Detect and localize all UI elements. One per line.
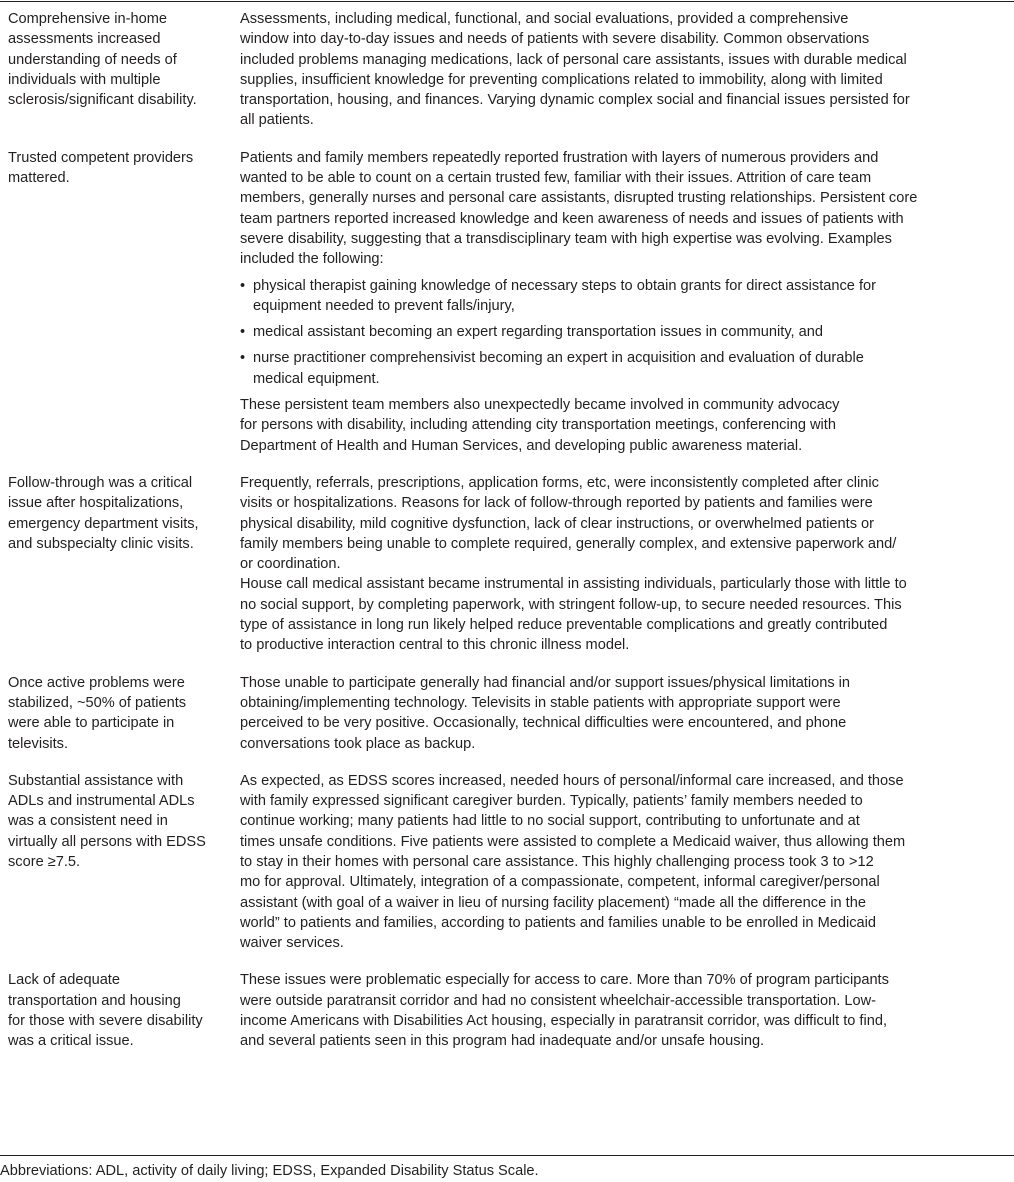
finding-line: Lack of adequate [8, 972, 120, 989]
text-line: family members being unable to complete required, generally complex, and extensive paperwork and/ [240, 535, 897, 552]
text-line: type of assistance in long run likely helped reduce preventable complications and greatly contributed [240, 617, 888, 634]
text-line: physical disability, mild cognitive dysfunction, lack of clear instructions, or overwhelmed patients or [240, 515, 875, 532]
table-footnote: Abbreviations: ADL, activity of daily living; EDSS, Expanded Disability Status Scale. [0, 1163, 539, 1179]
finding-cell [0, 970, 232, 1051]
text-line: and several patients seen in this program had inadequate and/or unsafe housing. [240, 1033, 765, 1050]
finding-line: were able to participate in [8, 715, 175, 732]
text-line: wanted to be able to count on a certain trusted few, familiar with their issues. Attrition of care team [240, 170, 872, 187]
finding-cell [0, 673, 232, 754]
finding-line: ADLs and instrumental ADLs [8, 793, 195, 810]
bullet-text [253, 322, 823, 342]
text-line: obtaining/implementing technology. Televisits in stable patients with appropriate support were [240, 694, 841, 711]
finding-cell [0, 771, 232, 954]
description-cell [232, 771, 1014, 954]
paragraph [240, 148, 1014, 270]
text-line: Patients and family members repeatedly reported frustration with layers of numerous providers and [240, 149, 879, 166]
paragraph [240, 9, 1014, 131]
text-line: or coordination. [240, 556, 341, 573]
table-row [0, 763, 1014, 963]
table-row [0, 140, 1014, 465]
text-line: to productive interaction central to this chronic illness model. [240, 637, 630, 654]
finding-line: assessments increased [8, 31, 161, 48]
paragraph [240, 771, 1014, 954]
text-line: conversations took place as backup. [240, 735, 476, 752]
text-line: included the following: [240, 251, 384, 268]
table-bottom-rule [0, 1155, 1014, 1156]
bullet-icon: • [240, 350, 246, 367]
paragraph [240, 970, 1014, 1051]
text-line: for persons with disability, including attending city transportation meetings, conferencing with [240, 417, 836, 434]
bullet-item [240, 348, 1014, 389]
text-line: no social support, by completing paperwork, with stringent follow-up, to secure needed resources. This [240, 596, 902, 613]
text-line: world” to patients and families, according to patients and families unable to be enrolled in Medicaid [240, 914, 877, 931]
finding-line: was a critical issue. [8, 1033, 134, 1050]
finding-line: and subspecialty clinic visits. [8, 535, 194, 552]
text-line: These issues were problematic especially for access to care. More than 70% of program participants [240, 972, 889, 989]
text-line: Department of Health and Human Services, and developing public awareness material. [240, 437, 803, 454]
text-line: to stay in their homes with personal care assistance. This highly challenging process took 3 to >12 [240, 853, 874, 870]
finding-line: emergency department visits, [8, 515, 199, 532]
text-line: assistant (with goal of a waiver in lieu of nursing facility placement) “made all the difference in the [240, 894, 866, 911]
text-line: waiver services. [240, 935, 344, 952]
text-line: included problems managing medications, lack of personal care assistants, issues with durable medical [240, 51, 907, 68]
bullet-item [240, 276, 1014, 317]
text-line: visits or hospitalizations. Reasons for lack of follow-through reported by patients and families were [240, 495, 873, 512]
text-line: severe disability, suggesting that a transdisciplinary team with high expertise was evolving. Examples [240, 230, 892, 247]
text-line: continue working; many patients had little to no social support, contributing to unfortunate and at [240, 813, 860, 830]
text-line: These persistent team members also unexpectedly became involved in community advocacy [240, 397, 840, 414]
text-line: physical therapist gaining knowledge of necessary steps to obtain grants for direct assistance for [253, 277, 877, 294]
findings-table [0, 1, 1014, 1061]
table-row [0, 665, 1014, 763]
text-line: members, generally nurses and personal care assistants, disrupted trusting relationships. Persistent core [240, 190, 918, 207]
bullet-icon: • [240, 277, 246, 294]
text-line: all patients. [240, 112, 314, 129]
text-line: equipment needed to prevent falls/injury, [253, 297, 515, 314]
text-line: times unsafe conditions. Five patients were assisted to complete a Medicaid waiver, thus allowing them [240, 833, 906, 850]
finding-line: mattered. [8, 170, 70, 187]
table-row [0, 962, 1014, 1060]
description-cell [232, 673, 1014, 754]
description-cell [232, 473, 1014, 656]
finding-line: was a consistent need in [8, 813, 168, 830]
paragraph [240, 395, 1014, 456]
bullet-text [253, 348, 864, 389]
finding-line: transportation and housing [8, 992, 181, 1009]
text-line: supplies, insufficient knowledge for preventing complications related to immobility, along with limited [240, 71, 883, 88]
finding-line: televisits. [8, 735, 69, 752]
bullet-text [253, 276, 876, 317]
finding-line: Trusted competent providers [8, 149, 194, 166]
text-line: House call medical assistant became instrumental in assisting individuals, particularly those with little to [240, 576, 907, 593]
finding-line: Comprehensive in-home [8, 11, 167, 27]
text-line: window into day-to-day issues and needs of patients with severe disability. Common observations [240, 31, 870, 48]
finding-line: Once active problems were [8, 674, 185, 691]
text-line: Those unable to participate generally had financial and/or support issues/physical limitations in [240, 674, 851, 691]
text-line: mo for approval. Ultimately, integration of a compassionate, competent, informal caregiver/personal [240, 874, 880, 891]
table-row [0, 465, 1014, 665]
paragraph [240, 473, 1014, 574]
finding-line: for those with severe disability [8, 1013, 203, 1030]
text-line: nurse practitioner comprehensivist becoming an expert in acquisition and evaluation of durable [253, 350, 864, 367]
text-line: medical equipment. [253, 370, 380, 387]
bullet-icon: • [240, 324, 246, 341]
paragraph [240, 574, 1014, 655]
finding-cell [0, 473, 232, 656]
description-cell [232, 970, 1014, 1051]
text-line: medical assistant becoming an expert regarding transportation issues in community, and [253, 324, 823, 341]
finding-line: Follow-through was a critical [8, 474, 193, 491]
bullet-item [240, 322, 1014, 342]
description-cell [232, 9, 1014, 131]
finding-line: understanding of needs of [8, 51, 177, 68]
finding-line: sclerosis/significant disability. [8, 92, 197, 109]
text-line: income Americans with Disabilities Act housing, especially in paratransit corridor, was difficult to find, [240, 1013, 888, 1030]
finding-line: score ≥7.5. [8, 853, 81, 870]
text-line: perceived to be very positive. Occasionally, technical difficulties were encountered, and phone [240, 715, 847, 732]
finding-line: stabilized, ~50% of patients [8, 694, 187, 711]
text-line: were outside paratransit corridor and had no consistent wheelchair-accessible transportation. Low- [240, 992, 876, 1009]
text-line: transportation, housing, and finances. Varying dynamic complex social and financial issues persisted for [240, 92, 910, 109]
finding-line: issue after hospitalizations, [8, 495, 184, 512]
text-line: team partners reported increased knowledge and keen awareness of needs and issues of patients with [240, 210, 904, 227]
text-line: with family expressed significant caregiver burden. Typically, patients’ family members needed to [240, 793, 863, 810]
text-line: As expected, as EDSS scores increased, needed hours of personal/informal care increased, and those [240, 772, 904, 789]
text-line: Frequently, referrals, prescriptions, application forms, etc, were inconsistently completed after clinic [240, 474, 879, 491]
finding-cell [0, 9, 232, 131]
finding-cell [0, 148, 232, 456]
finding-line: virtually all persons with EDSS [8, 833, 206, 850]
paragraph [240, 673, 1014, 754]
table-row [0, 2, 1014, 140]
finding-line: individuals with multiple [8, 71, 161, 88]
text-line: Assessments, including medical, functional, and social evaluations, provided a comprehensive [240, 11, 849, 27]
finding-line: Substantial assistance with [8, 772, 184, 789]
description-cell [232, 148, 1014, 456]
